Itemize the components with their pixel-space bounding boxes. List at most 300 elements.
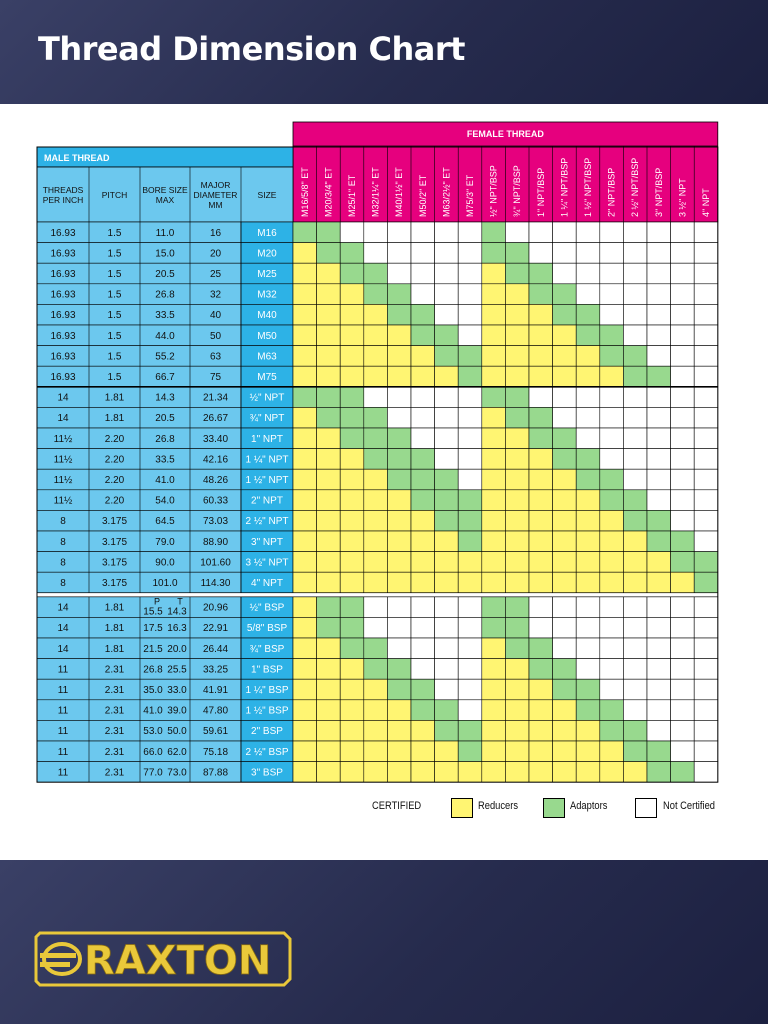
compat-cell bbox=[505, 304, 529, 325]
compat-cell bbox=[387, 700, 411, 721]
compat-cell bbox=[623, 720, 647, 741]
compat-cell bbox=[576, 638, 600, 659]
bore-cell: 90.0 bbox=[155, 557, 175, 569]
compat-cell bbox=[671, 222, 695, 243]
major-diameter-cell: 25 bbox=[209, 269, 222, 280]
bore-cell: 101.0 bbox=[152, 578, 178, 589]
compat-cell bbox=[435, 638, 459, 659]
compat-cell bbox=[671, 679, 695, 700]
compat-cell bbox=[317, 325, 341, 346]
page-title: Thread Dimension Chart bbox=[38, 30, 465, 68]
compat-cell bbox=[317, 469, 341, 490]
compat-cell bbox=[482, 304, 506, 325]
compat-cell bbox=[317, 720, 341, 741]
size-label: 1 ½" NPT bbox=[245, 475, 289, 486]
compat-cell bbox=[387, 222, 411, 243]
tpi-cell: 14 bbox=[57, 623, 69, 635]
compat-cell bbox=[435, 263, 459, 284]
compat-cell bbox=[293, 346, 317, 367]
bore-cell: 11.0 bbox=[155, 227, 175, 239]
compat-cell bbox=[600, 762, 624, 783]
bore-t-cell: 62.0 bbox=[167, 746, 187, 758]
compat-cell bbox=[317, 407, 341, 428]
compat-cell bbox=[671, 449, 695, 470]
bore-cell: 66.7 bbox=[155, 372, 175, 383]
pitch-cell: 1.5 bbox=[107, 330, 122, 342]
column-header: BORE SIZE MAX bbox=[142, 185, 188, 205]
compat-cell bbox=[600, 638, 624, 659]
female-column-header: M25/1" ET bbox=[347, 174, 357, 217]
compat-cell bbox=[482, 552, 506, 573]
compat-cell bbox=[576, 617, 600, 638]
compat-cell bbox=[387, 552, 411, 573]
compat-cell bbox=[647, 679, 671, 700]
compat-cell bbox=[411, 387, 435, 408]
compat-cell bbox=[576, 659, 600, 680]
female-column-header: 3 ½" NPT bbox=[677, 178, 688, 217]
compat-cell bbox=[411, 638, 435, 659]
tpi-cell: 11 bbox=[57, 726, 69, 738]
major-diameter-cell: 75.18 bbox=[202, 746, 229, 758]
compat-cell bbox=[387, 572, 411, 593]
compat-cell bbox=[482, 284, 506, 305]
bore-cell: 26.8 bbox=[155, 289, 175, 301]
logo-emblem-icon bbox=[40, 944, 80, 974]
compat-cell bbox=[647, 572, 671, 593]
compat-cell bbox=[694, 346, 718, 367]
pitch-cell: 2.20 bbox=[104, 475, 125, 486]
bore-t-cell: 50.0 bbox=[167, 726, 187, 738]
major-diameter-cell: 47.80 bbox=[202, 705, 229, 717]
compat-cell bbox=[340, 263, 364, 284]
compat-cell bbox=[529, 741, 553, 762]
compat-cell bbox=[623, 617, 647, 638]
compat-cell bbox=[387, 638, 411, 659]
compat-cell bbox=[293, 597, 317, 618]
compat-cell bbox=[671, 387, 695, 408]
compat-cell bbox=[647, 638, 671, 659]
compat-cell bbox=[435, 597, 459, 618]
pitch-cell: 1.81 bbox=[104, 623, 125, 635]
compat-cell bbox=[671, 346, 695, 367]
tpi-cell: 14 bbox=[57, 392, 69, 404]
pitch-cell: 1.5 bbox=[107, 227, 122, 239]
bore-cell: 54.0 bbox=[155, 495, 175, 507]
compat-cell bbox=[364, 490, 388, 511]
compat-cell bbox=[364, 700, 388, 721]
compat-cell bbox=[600, 222, 624, 243]
pitch-cell: 1.5 bbox=[107, 351, 122, 363]
compat-cell bbox=[435, 762, 459, 783]
size-label: 1 ¼" NPT bbox=[245, 454, 289, 466]
compat-cell bbox=[505, 597, 529, 618]
size-label: M50 bbox=[257, 330, 277, 342]
compat-cell bbox=[435, 700, 459, 721]
major-diameter-cell: 41.91 bbox=[202, 685, 229, 696]
compat-cell bbox=[317, 490, 341, 511]
compat-cell bbox=[458, 346, 482, 367]
compat-cell bbox=[482, 720, 506, 741]
pitch-cell: 1.81 bbox=[104, 413, 125, 425]
compat-cell bbox=[505, 531, 529, 552]
compat-cell bbox=[576, 510, 600, 531]
compat-cell bbox=[482, 510, 506, 531]
compat-cell bbox=[458, 597, 482, 618]
compat-cell bbox=[553, 531, 577, 552]
compat-cell bbox=[647, 552, 671, 573]
compat-cell bbox=[647, 490, 671, 511]
compat-cell bbox=[529, 490, 553, 511]
compat-cell bbox=[458, 263, 482, 284]
compat-cell bbox=[529, 597, 553, 618]
compat-cell bbox=[340, 407, 364, 428]
compat-cell bbox=[553, 720, 577, 741]
compat-cell bbox=[576, 325, 600, 346]
compat-cell bbox=[529, 510, 553, 531]
bore-t-header: T bbox=[177, 596, 183, 607]
compat-cell bbox=[671, 428, 695, 449]
compat-cell bbox=[458, 638, 482, 659]
bore-cell: 33.5 bbox=[155, 310, 175, 322]
compat-cell bbox=[671, 284, 695, 305]
compat-cell bbox=[623, 284, 647, 305]
compat-cell bbox=[458, 469, 482, 490]
compat-cell bbox=[600, 659, 624, 680]
pitch-cell: 2.31 bbox=[104, 746, 125, 758]
compat-cell bbox=[482, 638, 506, 659]
compat-cell bbox=[505, 449, 529, 470]
compat-cell bbox=[671, 490, 695, 511]
compat-cell bbox=[505, 617, 529, 638]
compat-cell bbox=[623, 469, 647, 490]
compat-cell bbox=[553, 490, 577, 511]
tpi-cell: 11 bbox=[57, 705, 69, 717]
compat-cell bbox=[317, 387, 341, 408]
compat-cell bbox=[553, 741, 577, 762]
compat-cell bbox=[505, 325, 529, 346]
compat-cell bbox=[647, 469, 671, 490]
compat-cell bbox=[340, 366, 364, 387]
compat-cell bbox=[411, 741, 435, 762]
compat-cell bbox=[600, 510, 624, 531]
compat-cell bbox=[387, 387, 411, 408]
compat-cell bbox=[647, 597, 671, 618]
compat-cell bbox=[505, 346, 529, 367]
compat-cell bbox=[671, 407, 695, 428]
size-label: 1" BSP bbox=[251, 664, 283, 676]
pitch-cell: 2.31 bbox=[104, 664, 125, 676]
compat-cell bbox=[694, 762, 718, 783]
compat-cell bbox=[387, 741, 411, 762]
compat-cell bbox=[482, 700, 506, 721]
compat-cell bbox=[435, 552, 459, 573]
compat-cell bbox=[553, 617, 577, 638]
compat-cell bbox=[482, 490, 506, 511]
major-diameter-cell: 33.40 bbox=[202, 433, 229, 445]
compat-cell bbox=[364, 387, 388, 408]
pitch-cell: 1.81 bbox=[104, 602, 125, 614]
compat-cell bbox=[647, 720, 671, 741]
compat-cell bbox=[387, 304, 411, 325]
bore-t-cell: 14.3 bbox=[167, 606, 187, 618]
compat-cell bbox=[293, 679, 317, 700]
compat-cell bbox=[600, 700, 624, 721]
compat-cell bbox=[364, 638, 388, 659]
pitch-cell: 3.175 bbox=[101, 578, 128, 589]
compat-cell bbox=[387, 617, 411, 638]
compat-cell bbox=[482, 346, 506, 367]
compat-cell bbox=[553, 325, 577, 346]
compat-cell bbox=[529, 617, 553, 638]
compat-cell bbox=[529, 407, 553, 428]
pitch-cell: 3.175 bbox=[101, 557, 128, 569]
compat-cell bbox=[623, 531, 647, 552]
compat-cell bbox=[458, 490, 482, 511]
compat-cell bbox=[435, 284, 459, 305]
female-column-header: M50/2" ET bbox=[417, 174, 428, 217]
compat-cell bbox=[623, 659, 647, 680]
compat-cell bbox=[623, 572, 647, 593]
bore-p-header: P bbox=[153, 596, 161, 607]
compat-cell bbox=[671, 243, 695, 264]
bore-p-cell: 41.0 bbox=[143, 705, 163, 717]
compat-cell bbox=[576, 346, 600, 367]
compat-cell bbox=[458, 700, 482, 721]
compat-cell bbox=[553, 572, 577, 593]
compat-cell bbox=[600, 741, 624, 762]
compat-cell bbox=[647, 243, 671, 264]
compat-cell bbox=[576, 720, 600, 741]
compat-cell bbox=[387, 263, 411, 284]
compat-cell bbox=[387, 366, 411, 387]
compat-cell bbox=[694, 304, 718, 325]
compat-cell bbox=[482, 449, 506, 470]
major-diameter-cell: 26.44 bbox=[202, 643, 229, 655]
compat-cell bbox=[529, 325, 553, 346]
compat-cell bbox=[435, 407, 459, 428]
compat-cell bbox=[293, 304, 317, 325]
compat-cell bbox=[340, 572, 364, 593]
legend-adaptors-label: Adaptors bbox=[570, 800, 608, 812]
compat-cell bbox=[364, 366, 388, 387]
compat-cell bbox=[340, 222, 364, 243]
female-column-header: 3" NPT/BSP bbox=[653, 167, 664, 217]
compat-cell bbox=[694, 659, 718, 680]
compat-cell bbox=[364, 428, 388, 449]
major-diameter-cell: 101.60 bbox=[200, 557, 231, 569]
compat-cell bbox=[435, 243, 459, 264]
compat-cell bbox=[411, 284, 435, 305]
compat-cell bbox=[317, 679, 341, 700]
compat-cell bbox=[600, 243, 624, 264]
compat-cell bbox=[694, 366, 718, 387]
compat-cell bbox=[387, 597, 411, 618]
compat-cell bbox=[576, 469, 600, 490]
compat-cell bbox=[671, 700, 695, 721]
tpi-cell: 11 bbox=[57, 746, 69, 758]
compat-cell bbox=[576, 387, 600, 408]
compat-cell bbox=[623, 222, 647, 243]
compat-cell bbox=[435, 531, 459, 552]
pitch-cell: 2.31 bbox=[104, 726, 125, 738]
compat-cell bbox=[387, 407, 411, 428]
pitch-cell: 1.5 bbox=[107, 269, 122, 280]
compat-cell bbox=[293, 741, 317, 762]
compat-cell bbox=[340, 346, 364, 367]
compat-cell bbox=[505, 762, 529, 783]
size-label: ¾" NPT bbox=[249, 413, 285, 425]
compat-cell bbox=[600, 325, 624, 346]
compat-cell bbox=[317, 617, 341, 638]
compat-cell bbox=[647, 617, 671, 638]
compat-cell bbox=[293, 762, 317, 783]
compat-cell bbox=[694, 597, 718, 618]
compat-cell bbox=[340, 469, 364, 490]
compat-cell bbox=[623, 741, 647, 762]
compat-cell bbox=[317, 243, 341, 264]
major-diameter-cell: 20 bbox=[209, 248, 222, 260]
compat-cell bbox=[364, 346, 388, 367]
tpi-cell: 11 bbox=[57, 767, 69, 779]
compat-cell bbox=[317, 659, 341, 680]
compat-cell bbox=[435, 366, 459, 387]
compat-cell bbox=[671, 531, 695, 552]
compat-cell bbox=[647, 407, 671, 428]
compat-cell bbox=[364, 597, 388, 618]
compat-cell bbox=[387, 510, 411, 531]
compat-cell bbox=[364, 469, 388, 490]
compat-cell bbox=[340, 700, 364, 721]
major-diameter-cell: 33.25 bbox=[202, 664, 229, 676]
major-diameter-cell: 50 bbox=[209, 330, 222, 342]
compat-cell bbox=[364, 572, 388, 593]
compat-cell bbox=[411, 510, 435, 531]
tpi-cell: 16.93 bbox=[50, 330, 76, 342]
legend-not-certified-label: Not Certified bbox=[663, 800, 715, 812]
compat-cell bbox=[482, 407, 506, 428]
compat-cell bbox=[623, 325, 647, 346]
size-label: M40 bbox=[257, 310, 277, 322]
compat-cell bbox=[435, 449, 459, 470]
compat-cell bbox=[529, 449, 553, 470]
size-label: 3" NPT bbox=[251, 536, 283, 548]
compat-cell bbox=[576, 407, 600, 428]
compat-cell bbox=[411, 243, 435, 264]
female-column-header: M75/3" ET bbox=[465, 174, 475, 217]
compat-cell bbox=[293, 490, 317, 511]
compat-cell bbox=[435, 428, 459, 449]
compat-cell bbox=[458, 366, 482, 387]
compat-cell bbox=[671, 510, 695, 531]
compat-cell bbox=[505, 638, 529, 659]
compat-cell bbox=[435, 659, 459, 680]
compat-cell bbox=[340, 387, 364, 408]
compat-cell bbox=[482, 243, 506, 264]
compat-cell bbox=[411, 700, 435, 721]
tpi-cell: 14 bbox=[57, 413, 69, 425]
compat-cell bbox=[458, 243, 482, 264]
tpi-cell: 11 bbox=[57, 685, 69, 696]
group-gap bbox=[37, 593, 718, 597]
compat-cell bbox=[364, 407, 388, 428]
bore-p-cell: 35.0 bbox=[143, 685, 163, 696]
compat-cell bbox=[529, 552, 553, 573]
compat-cell bbox=[482, 762, 506, 783]
compat-cell bbox=[553, 469, 577, 490]
size-label: 2" NPT bbox=[251, 495, 283, 507]
compat-cell bbox=[458, 449, 482, 470]
compat-cell bbox=[340, 490, 364, 511]
compat-cell bbox=[576, 762, 600, 783]
legend-adaptors-swatch bbox=[543, 798, 565, 818]
compat-cell bbox=[671, 304, 695, 325]
bore-cell: 41.0 bbox=[155, 475, 175, 486]
bore-cell: 20.5 bbox=[155, 413, 175, 425]
bore-cell: 55.2 bbox=[155, 351, 175, 363]
compat-cell bbox=[364, 510, 388, 531]
compat-cell bbox=[553, 552, 577, 573]
compat-cell bbox=[340, 597, 364, 618]
compat-cell bbox=[340, 741, 364, 762]
compat-cell bbox=[340, 617, 364, 638]
pitch-cell: 3.175 bbox=[101, 516, 128, 528]
compat-cell bbox=[387, 679, 411, 700]
compat-cell bbox=[600, 387, 624, 408]
compat-cell bbox=[576, 449, 600, 470]
bore-p-cell: 66.0 bbox=[143, 746, 163, 758]
compat-cell bbox=[529, 428, 553, 449]
compat-cell bbox=[694, 679, 718, 700]
compat-cell bbox=[317, 572, 341, 593]
compat-cell bbox=[293, 449, 317, 470]
compat-cell bbox=[435, 387, 459, 408]
compat-cell bbox=[482, 366, 506, 387]
compat-cell bbox=[694, 284, 718, 305]
compat-cell bbox=[671, 720, 695, 741]
compat-cell bbox=[600, 263, 624, 284]
compat-cell bbox=[317, 741, 341, 762]
female-column-header: 2 ½" NPT/BSP bbox=[630, 157, 641, 217]
compat-cell bbox=[600, 490, 624, 511]
major-diameter-cell: 20.96 bbox=[202, 602, 229, 614]
compat-cell bbox=[340, 325, 364, 346]
compat-cell bbox=[529, 762, 553, 783]
compat-cell bbox=[647, 304, 671, 325]
female-column-header: 1 ½" NPT/BSP bbox=[583, 157, 593, 217]
female-column-header: 1" NPT/BSP bbox=[535, 167, 546, 217]
compat-cell bbox=[435, 222, 459, 243]
compat-cell bbox=[505, 428, 529, 449]
compat-cell bbox=[340, 510, 364, 531]
compat-cell bbox=[600, 572, 624, 593]
bore-p-cell: 77.0 bbox=[143, 767, 163, 779]
compat-cell bbox=[694, 449, 718, 470]
bore-t-cell: 20.0 bbox=[167, 643, 187, 655]
major-diameter-cell: 22.91 bbox=[202, 623, 229, 635]
compat-cell bbox=[411, 304, 435, 325]
compat-cell bbox=[293, 243, 317, 264]
compat-cell bbox=[411, 572, 435, 593]
compat-cell bbox=[435, 617, 459, 638]
compat-cell bbox=[529, 531, 553, 552]
compat-cell bbox=[529, 304, 553, 325]
tpi-cell: 14 bbox=[57, 602, 69, 614]
compat-cell bbox=[458, 284, 482, 305]
compat-cell bbox=[340, 638, 364, 659]
compat-cell bbox=[600, 617, 624, 638]
compat-cell bbox=[435, 469, 459, 490]
compat-cell bbox=[694, 638, 718, 659]
